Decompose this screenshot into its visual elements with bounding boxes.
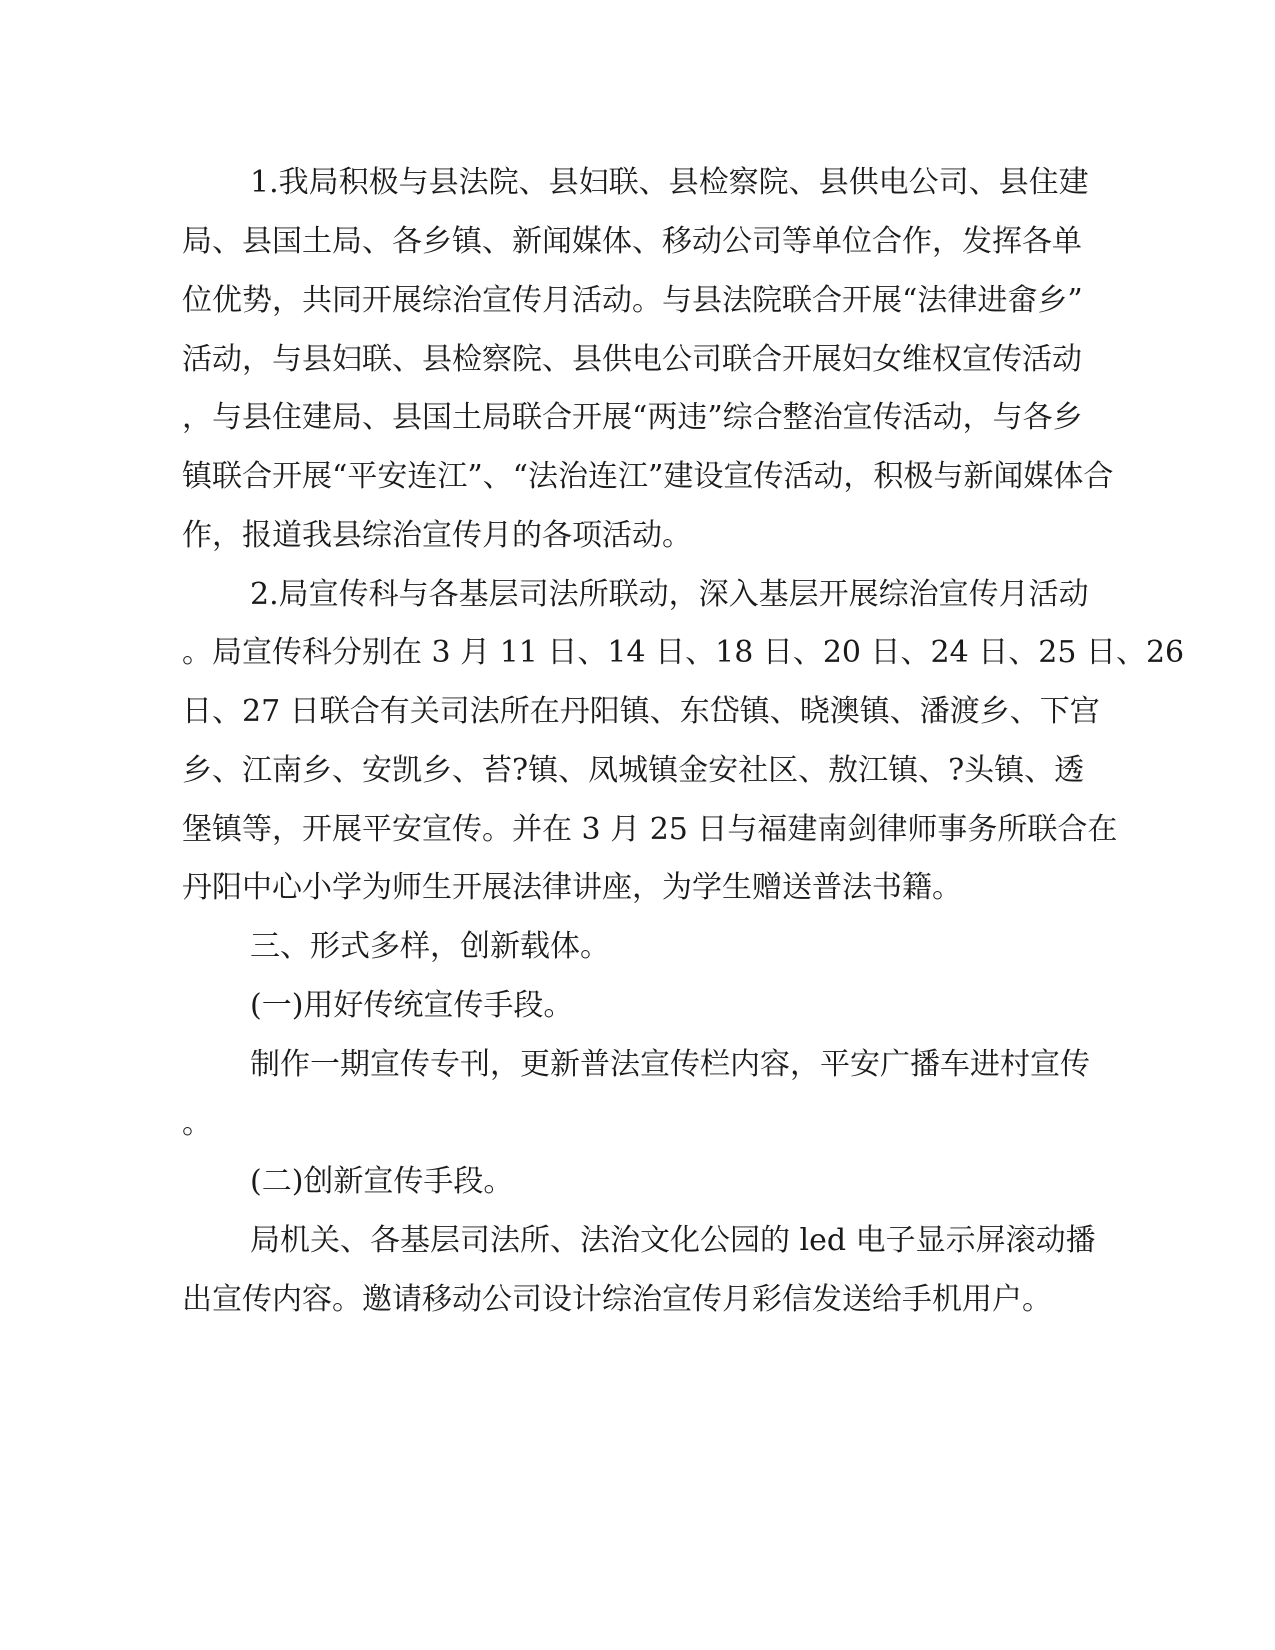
text-line: 丹阳中心小学为师生开展法律讲座，为学生赠送普法书籍。 [182, 870, 962, 905]
text-line: 制作一期宣传专刊，更新普法宣传栏内容，平安广播车进村宣传 [250, 1047, 1090, 1082]
text-line: 2.局宣传科与各基层司法所联动，深入基层开展综治宣传月活动 [250, 577, 1089, 612]
text-line: 1.我局积极与县法院、县妇联、县检察院、县供电公司、县住建 [250, 165, 1089, 200]
text-line: 作，报道我县综治宣传月的各项活动。 [182, 518, 692, 553]
text-line: 镇联合开展“平安连江”、“法治连江”建设宣传活动，积极与新闻媒体合 [182, 459, 1114, 494]
section-heading: 三、形式多样，创新载体。 [250, 929, 610, 964]
text-line: 乡、江南乡、安凯乡、苔?镇、凤城镇金安社区、敖江镇、?头镇、透 [182, 753, 1085, 788]
text-line: 出宣传内容。邀请移动公司设计综治宣传月彩信发送给手机用户。 [182, 1282, 1052, 1317]
text-line: 日、27 日联合有关司法所在丹阳镇、东岱镇、晓澳镇、潘渡乡、下宫 [182, 694, 1100, 729]
text-line: 位优势，共同开展综治宣传月活动。与县法院联合开展“法律进畲乡” [182, 283, 1083, 318]
text-line: 局、县国土局、各乡镇、新闻媒体、移动公司等单位合作，发挥各单 [182, 224, 1082, 259]
text-line: 局机关、各基层司法所、法治文化公园的 led 电子显示屏滚动播 [250, 1223, 1096, 1258]
text-line: 。 [182, 1106, 212, 1141]
text-line: 堡镇等，开展平安宣传。并在 3 月 25 日与福建南剑律师事务所联合在 [182, 812, 1118, 847]
subsection-heading: (二)创新宣传手段。 [250, 1164, 514, 1199]
subsection-heading: (一)用好传统宣传手段。 [250, 988, 574, 1023]
text-line: 活动，与县妇联、县检察院、县供电公司联合开展妇女维权宣传活动 [182, 342, 1082, 377]
text-line: ，与县住建局、县国土局联合开展“两违”综合整治宣传活动，与各乡 [182, 400, 1083, 435]
text-line: 。局宣传科分别在 3 月 11 日、14 日、18 日、20 日、24 日、25 日、26 [182, 635, 1185, 670]
